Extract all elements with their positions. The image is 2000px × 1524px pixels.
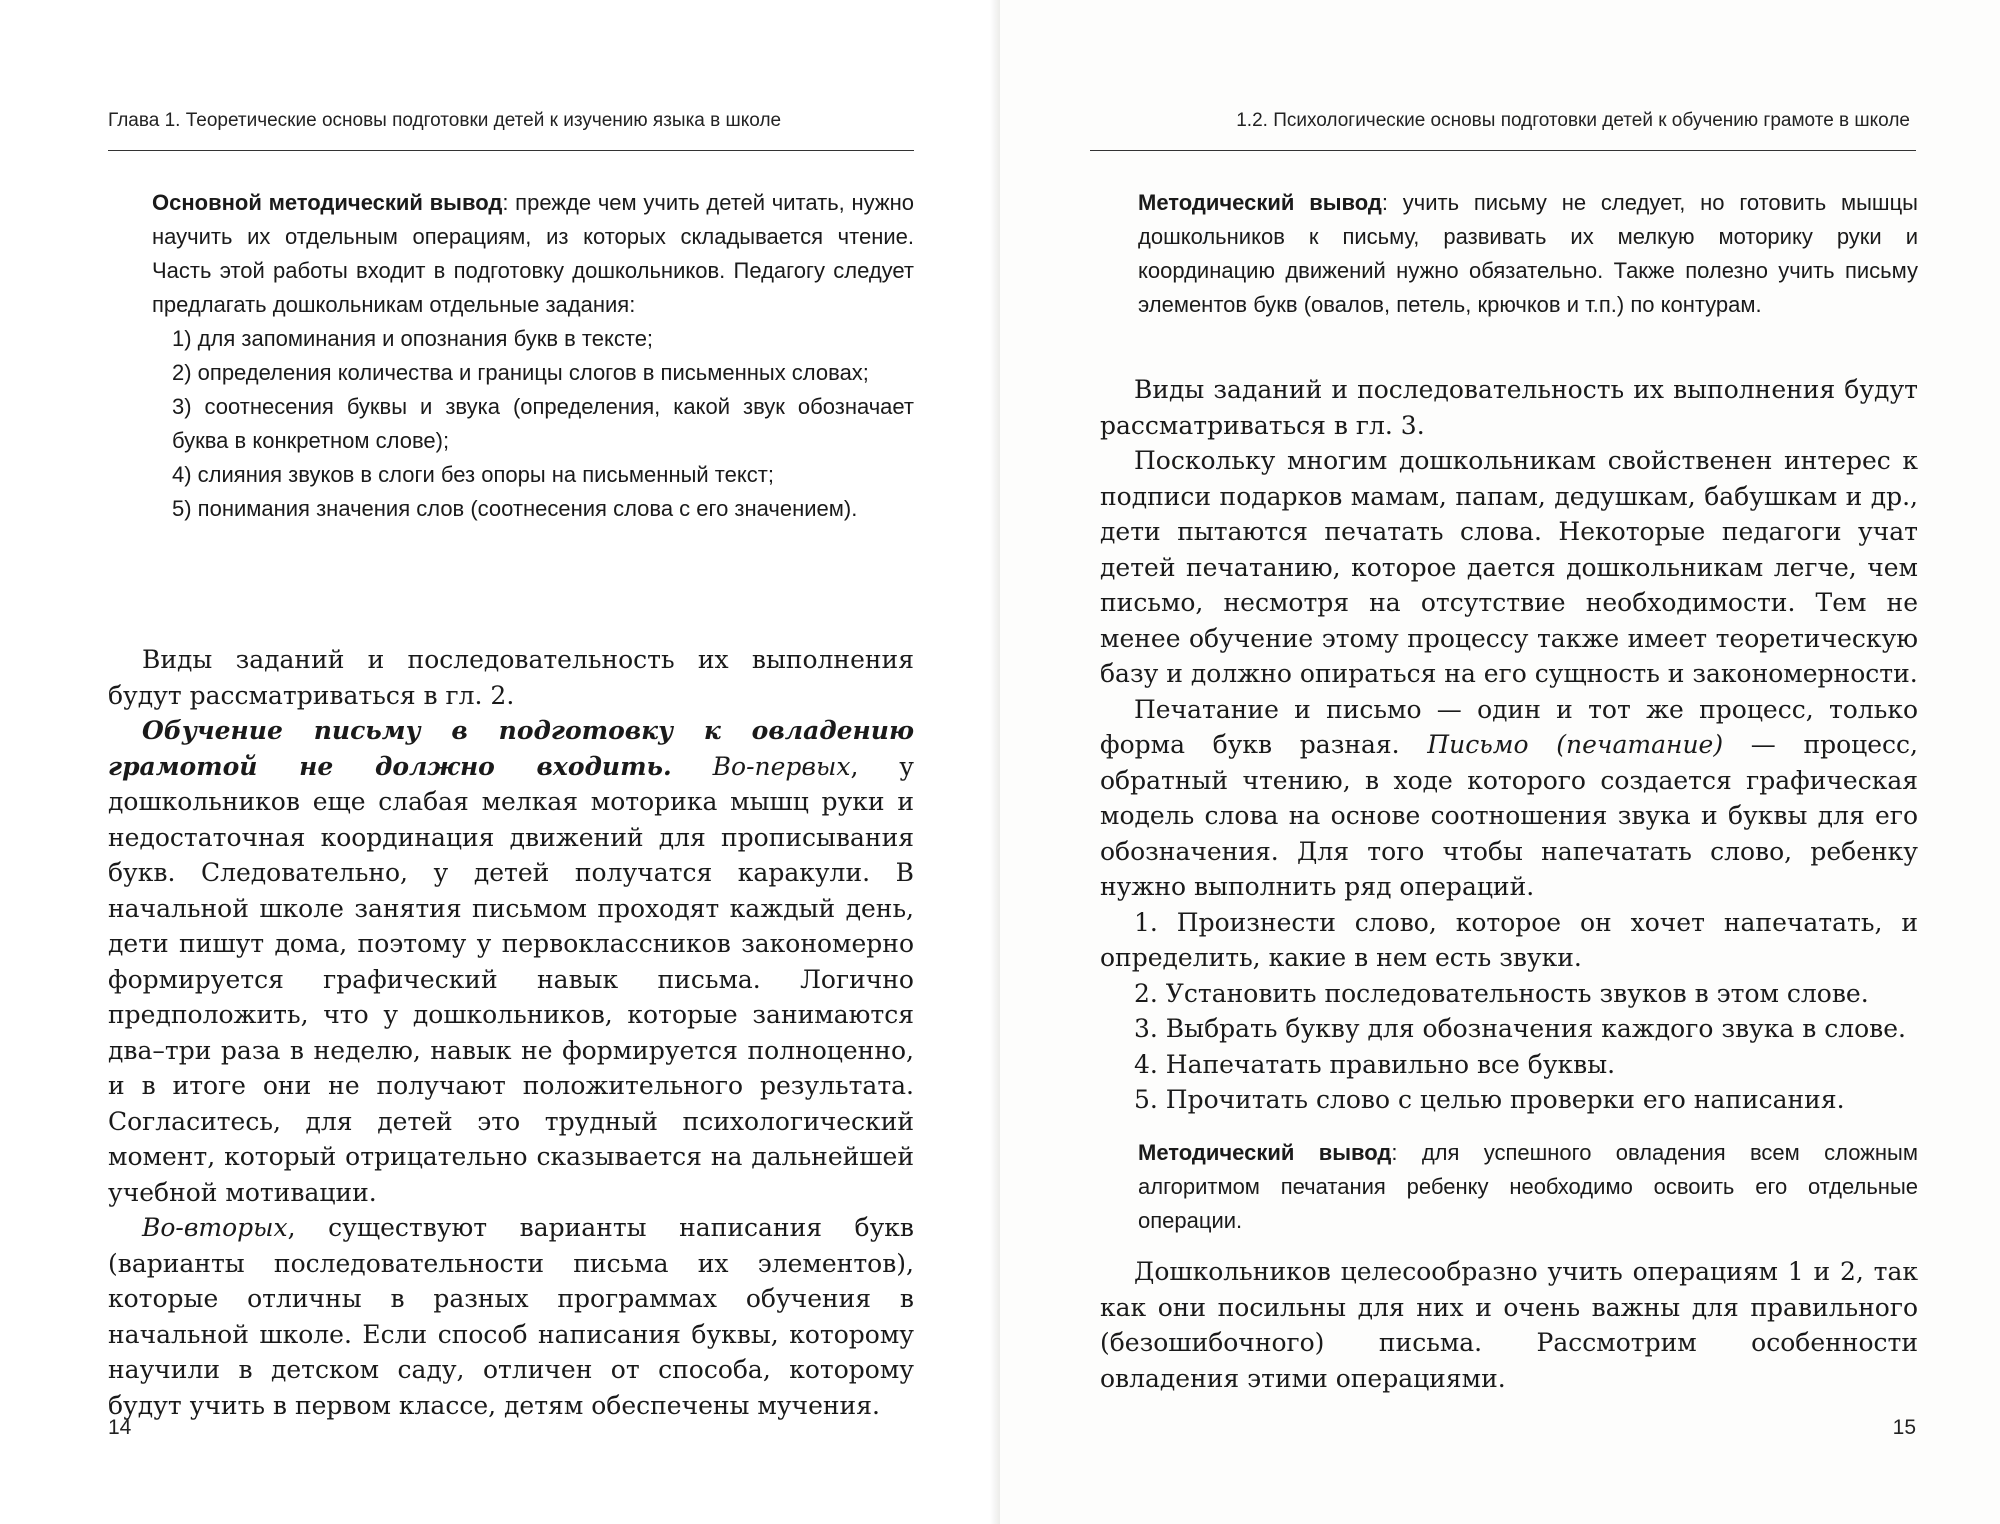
conclusion-text: : прежде чем учить детей читать, нужно научить их отдельным операциям, из которых складывается чтение. Часть этой работы входит в подготовку дошкольников. Педагогу следует предлагать дошкольникам отдельные задания: [152, 190, 915, 317]
list-item: 5) понимания значения слов (соотнесения слова с его значением). [172, 496, 858, 521]
steps-list [1100, 905, 1918, 1118]
methodical-conclusion-box-right-1 [1138, 186, 1918, 322]
paragraph-text: Печатание и письмо — один и тот же процесс, только форма букв разная. [1100, 694, 1918, 759]
right-page [1000, 0, 2000, 1524]
list-item: 4) слияния звуков в слоги без опоры на письменный текст; [172, 462, 774, 487]
running-header-left: Глава 1. Теоретические основы подготовки детей к изучению языка в школе [108, 110, 782, 131]
header-rule-right [1090, 150, 1916, 151]
paragraph: Виды заданий и последовательность их выполнения будут рассматриваться в гл. 2. [108, 645, 914, 710]
header-rule-left [108, 150, 914, 151]
conclusion-paragraph [152, 186, 914, 322]
paragraph [1100, 692, 1918, 905]
list-item: 5. Прочитать слово с целью проверки его написания. [1134, 1085, 1845, 1114]
methodical-conclusion-box-right-2 [1138, 1136, 1918, 1238]
paragraph-text: , существуют варианты написания букв (варианты последовательности письма их элементов), которые отличны в разных программах обучения в начальной школе. Если способ написания буквы, которому научили в детском саду, отличен от способа, которому будут учить в первом классе, детям обеспечены мучения. [108, 1213, 914, 1420]
list-item: 3. Выбрать букву для обозначения каждого звука в слове. [1134, 1014, 1906, 1043]
page-number-left: 14 [108, 1416, 132, 1439]
task-list [152, 322, 914, 526]
list-item: 2) определения количества и границы слогов в письменных словах; [172, 360, 869, 385]
right-body-text [1100, 372, 1918, 1118]
conclusion-title: Методический вывод [1138, 190, 1382, 215]
conclusion-title: Основной методический вывод [152, 190, 503, 215]
right-body-text-final [1100, 1254, 1918, 1396]
paragraph: Дошкольников целесообразно учить операциям 1 и 2, так как они посильны для них и очень важны для правильного (безошибочного) письма. Рассмотрим особенности овладения этими операциями. [1100, 1257, 1918, 1393]
list-item: 1) для запоминания и опознания букв в тексте; [172, 326, 654, 351]
conclusion-text: : учить письму не следует, но готовить мышцы дошкольников к письму, развивать их мелкую моторику руки и координацию движений нужно обязательно. Также полезно учить письму элементов букв (овалов, петель, крючков и т.п.) по контурам. [1138, 190, 1918, 317]
paragraph: Поскольку многим дошкольникам свойственен интерес к подписи подарков мамам, папам, дедушкам, бабушкам и др., дети пытаются печатать слова. Некоторые педагоги учат детей печатанию, которое дается дошкольникам легче, чем письмо, несмотря на отсутствие необходимости. Тем не менее обучение этому процессу также имеет теоретическую базу и должно опираться на его сущность и закономерности. [1100, 446, 1918, 688]
italic-term: Во-первых [712, 751, 851, 781]
list-item: 1. Произнести слово, которое он хочет напечатать, и определить, какие в нем есть звуки. [1100, 907, 1918, 972]
list-item: 2. Установить последовательность звуков в этом слове. [1134, 978, 1869, 1008]
running-header-right: 1.2. Психологические основы подготовки детей к обучению грамоте в школе [1236, 110, 1910, 131]
page-number-right: 15 [1892, 1416, 1916, 1439]
conclusion-title: Методический вывод [1138, 1140, 1392, 1165]
paragraph [108, 713, 914, 1210]
paragraph [108, 1210, 914, 1423]
italic-term: Во-вторых [142, 1213, 288, 1242]
left-body-text [108, 642, 914, 1423]
list-item: 3) соотнесения буквы и звука (определения, какой звук обозначает буква в конкретном слове); [172, 394, 914, 453]
paragraph-text: , у дошкольников еще слабая мелкая моторика мышц руки и недостаточная координация движений для прописывания букв. Следовательно, у детей получатся каракули. В начальной школе занятия письмом проходят каждый день, дети пишут дома, поэтому у первоклассников закономерно формируется графический навык письма. Логично предположить, что у дошкольников, которые занимаются два–три раза в неделю, навык не формируется полноценно, и в итоге они не получают положительного результата. Согласитесь, для детей это трудный психологический момент, который отрицательно сказывается на дальнейшей учебной мотивации. [108, 751, 915, 1207]
conclusion-text: : для успешного овладения всем сложным алгоритмом печатания ребенку необходимо освоить его отдельные операции. [1138, 1140, 1918, 1233]
list-item: 4. Напечатать правильно все буквы. [1134, 1049, 1616, 1079]
methodical-conclusion-box-left [152, 186, 914, 526]
italic-term: Письмо (печатание) [1427, 730, 1724, 759]
conclusion-paragraph [1138, 186, 1918, 322]
paragraph-text: — процесс, обратный чтению, в ходе которого создается графическая модель слова на основе соотношения звука и буквы для его обозначения. Для того чтобы напечатать слово, ребенку нужно выполнить ряд операций. [1100, 730, 1918, 901]
bold-italic-statement: Обучение письму в подготовку к овладению грамотой не должно входить. [108, 716, 914, 781]
conclusion-paragraph [1138, 1136, 1918, 1238]
paragraph: Виды заданий и последовательность их выполнения будут рассматриваться в гл. 3. [1100, 375, 1918, 440]
